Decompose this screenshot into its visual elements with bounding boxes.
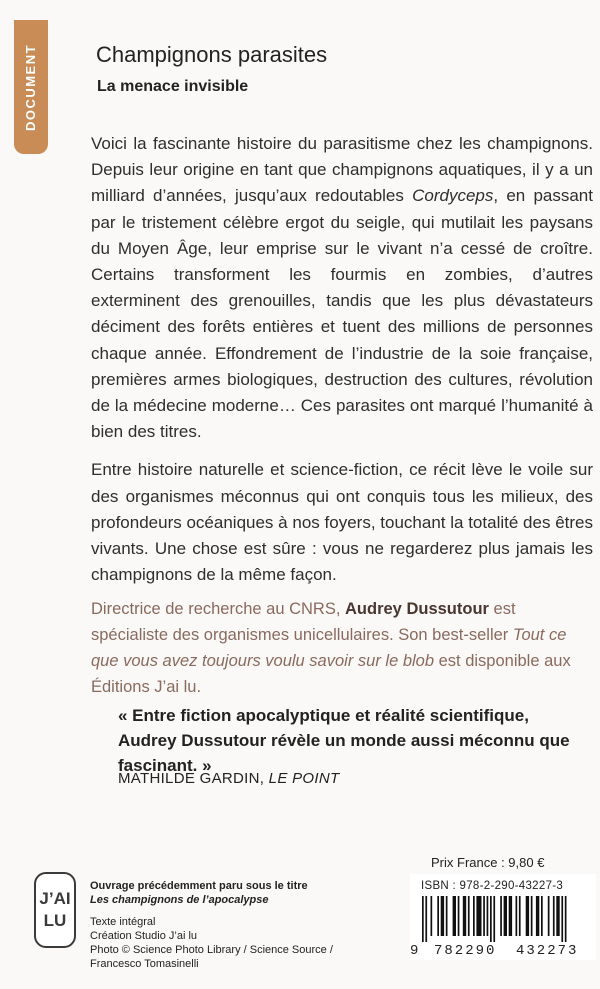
- book-reference: Tout ce que vous avez toujours voulu savoir sur le blob: [91, 626, 567, 670]
- blurb-paragraph-2: Entre histoire naturelle et science-fiction, ce récit lève le voile sur des organismes méconnus qui ont conquis tous les milieux, des profondeurs océaniques à nos foyers, touchant la totalité des êtres vivants. Une chose est sûre : vous ne regarderez plus jamais les champignons de la même façon.: [91, 460, 593, 585]
- book-subtitle: La menace invisible: [97, 78, 249, 95]
- previous-edition-note: Ouvrage précédemment paru sous le titre Les champignons de l’apocalypse: [90, 880, 308, 906]
- blurb: [91, 131, 593, 600]
- barcode: ISBN : 978-2-290-43227-3 9 782290 432273: [410, 874, 596, 960]
- author-name: Audrey Dussutour: [345, 600, 489, 618]
- isbn: ISBN : 978-2-290-43227-3: [421, 880, 564, 892]
- press-quote: « Entre fiction apocalyptique et réalité scientifique, Audrey Dussutour révèle un monde aussi méconnu que fascinant. »: [118, 706, 570, 775]
- publisher-logo: J’AI LU: [34, 872, 76, 948]
- category-tab: [14, 20, 48, 154]
- price: Prix France : 9,80 €: [431, 855, 545, 870]
- credits: Texte intégral Création Studio J’ai lu Photo © Science Photo Library / Science Source / Francesco Tomasinelli: [90, 916, 333, 970]
- category-label: DOCUMENT: [23, 43, 39, 131]
- quote-attribution: MATHILDE GARDIN, LE POINT: [118, 770, 340, 787]
- author-bio: Directrice de recherche au CNRS, Audrey Dussutour est spécialiste des organismes unicellulaires. Son best-seller Tout ce que vous avez toujours voulu savoir sur le blob est disponible aux Éditions J’ai lu.: [91, 600, 571, 696]
- book-title: Champignons parasites: [96, 42, 328, 67]
- barcode-bars: [418, 896, 594, 942]
- blurb-paragraph-1: Voici la fascinante histoire du parasitisme chez les champignons. Depuis leur origine en tant que champignons aquatiques, il y a un milliard d’années, jusqu’aux redoutables Cordyceps, en passant par le tristement célèbre ergot du seigle, qui mutilait les paysans du Moyen Âge, leur emprise sur le vivant n’a cessé de croître. Certains transforment les fourmis en zombies, d’autres exterminent des grenouilles, tandis que les plus dévastateurs déciment des forêts entières et tuent des millions de personnes chaque année. Effondrement de l’industrie de la soie française, premières armes biologiques, destruction des cultures, révolution de la médecine moderne… Ces parasites ont marqué l’humanité à bien des titres.: [91, 134, 593, 442]
